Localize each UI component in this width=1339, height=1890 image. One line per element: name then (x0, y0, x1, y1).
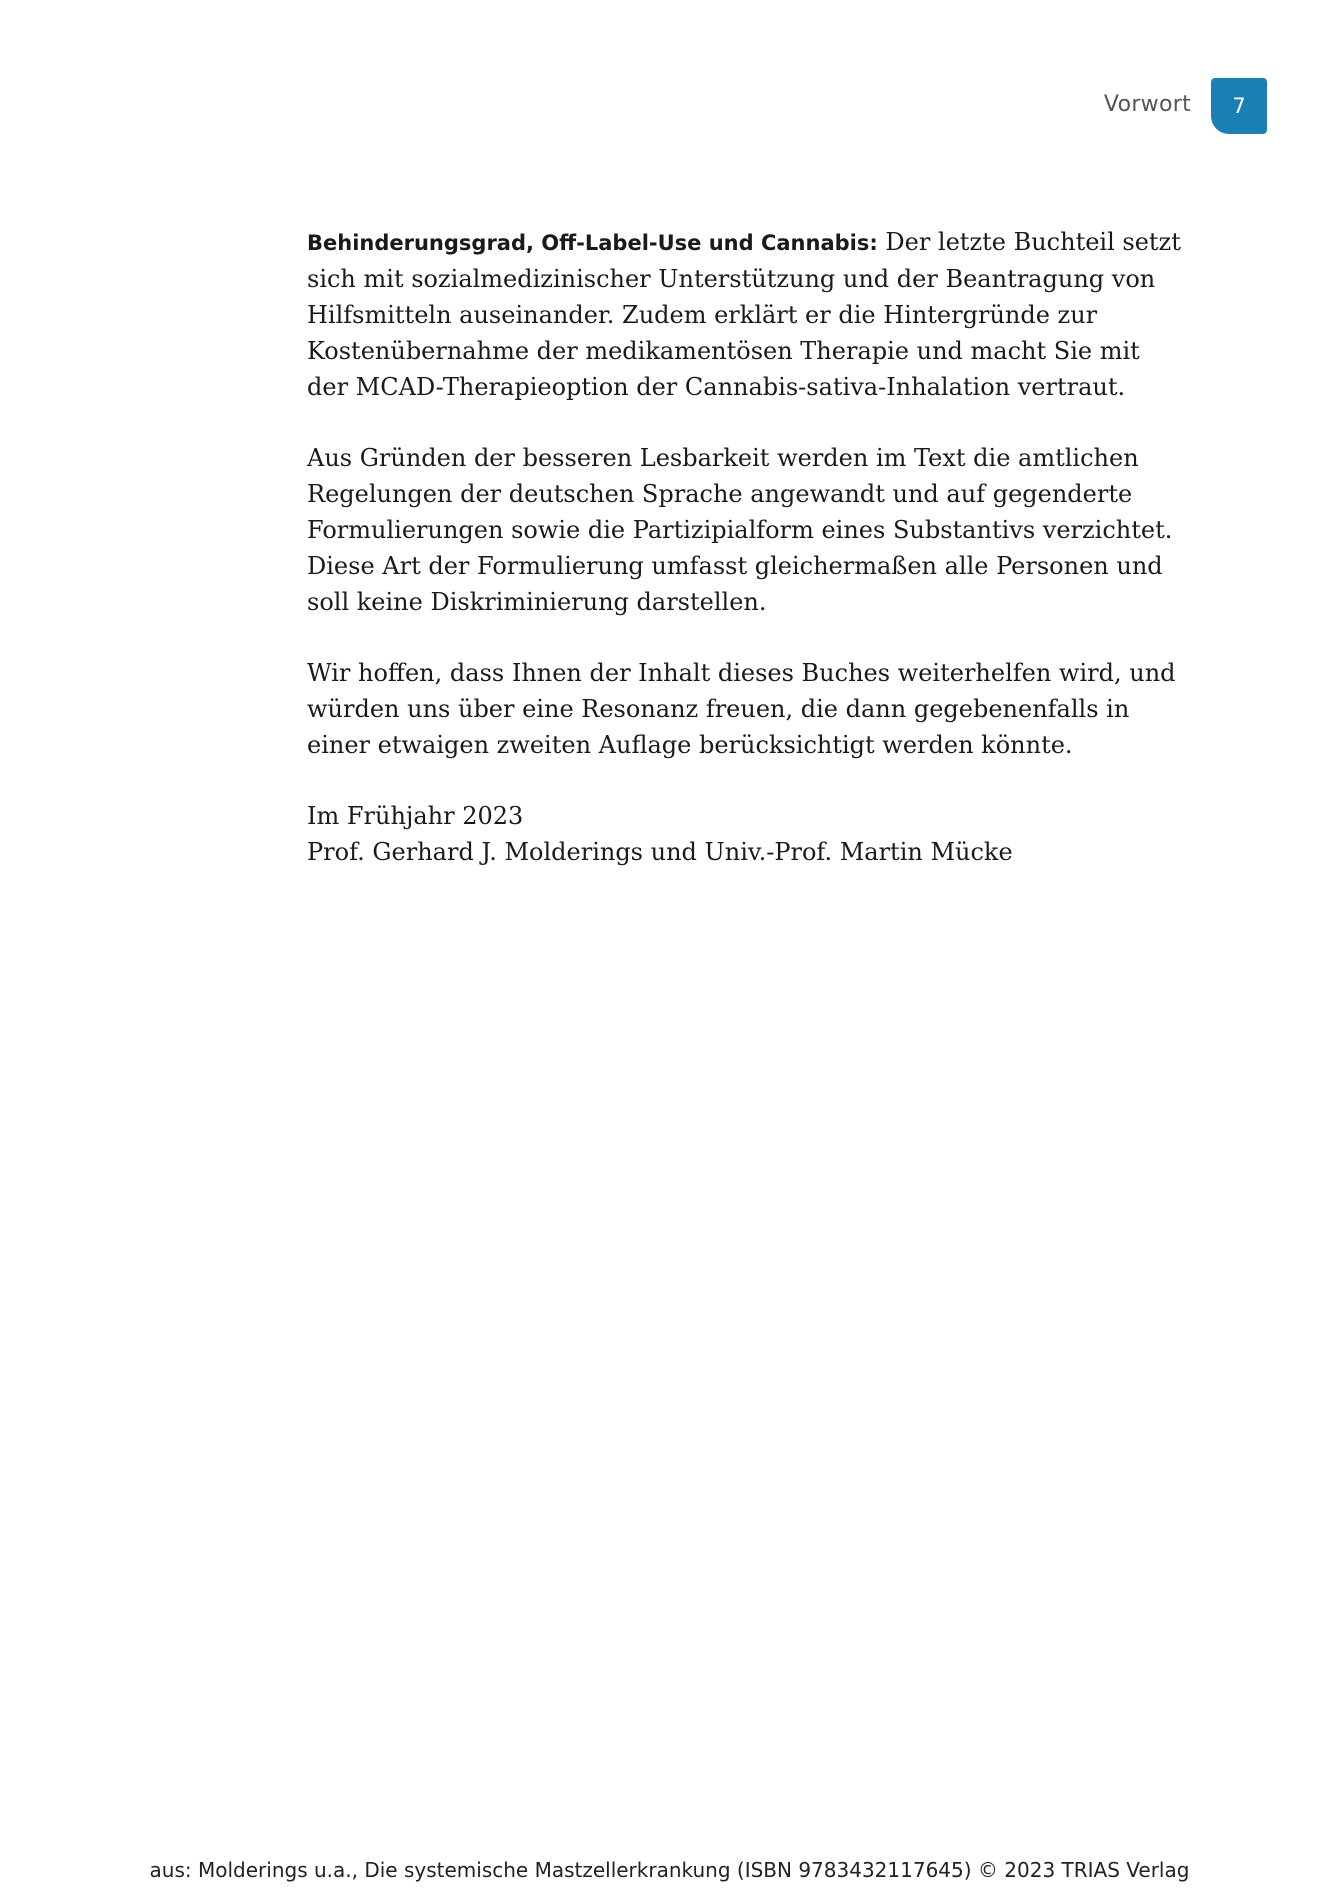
paragraph-1 (307, 224, 1187, 405)
paragraph-2: Aus Gründen der besseren Lesbarkeit werden im Text die amtlichen Regelungen der deutschen Sprache angewandt und auf gegenderte Formulierungen sowie die Partizipialform eines Substantivs verzichtet. Diese Art der Formulierung umfasst gleichermaßen alle Personen und soll keine Diskriminierung darstellen. (307, 444, 1173, 616)
page-number-tab (1211, 78, 1267, 134)
signoff (307, 798, 1187, 870)
signoff-authors: Prof. Gerhard J. Molderings und Univ.-Prof. Martin Mücke (307, 838, 1013, 866)
signoff-date: Im Frühjahr 2023 (307, 802, 524, 830)
paragraph-1-text: Der letzte Buchteil setzt sich mit sozialmedizinischer Unterstützung und der Beantragung von Hilfsmitteln auseinander. Zudem erklärt er die Hintergründe zur Kostenübernahme der medikamentösen Therapie und macht Sie mit der MCAD-Therapieoption der Cannabis-sativa-Inhalation vertraut. (307, 228, 1181, 401)
paragraph-3: Wir hoffen, dass Ihnen der Inhalt dieses Buches weiterhelfen wird, und würden uns über eine Resonanz freuen, die dann gegebenenfalls in einer etwaigen zweiten Auflage berücksichtigt werden könnte. (307, 659, 1176, 759)
source-footer: aus: Molderings u.a., Die systemische Mastzellerkrankung (ISBN 9783432117645) © 2023 TRIAS Verlag (149, 1858, 1190, 1882)
paragraph-1-lead: Behinderungsgrad, Off-Label-Use und Cannabis: (307, 231, 878, 255)
page-number: 7 (1232, 94, 1246, 118)
section-title: Vorwort (1103, 92, 1191, 117)
body-text (307, 224, 1187, 905)
